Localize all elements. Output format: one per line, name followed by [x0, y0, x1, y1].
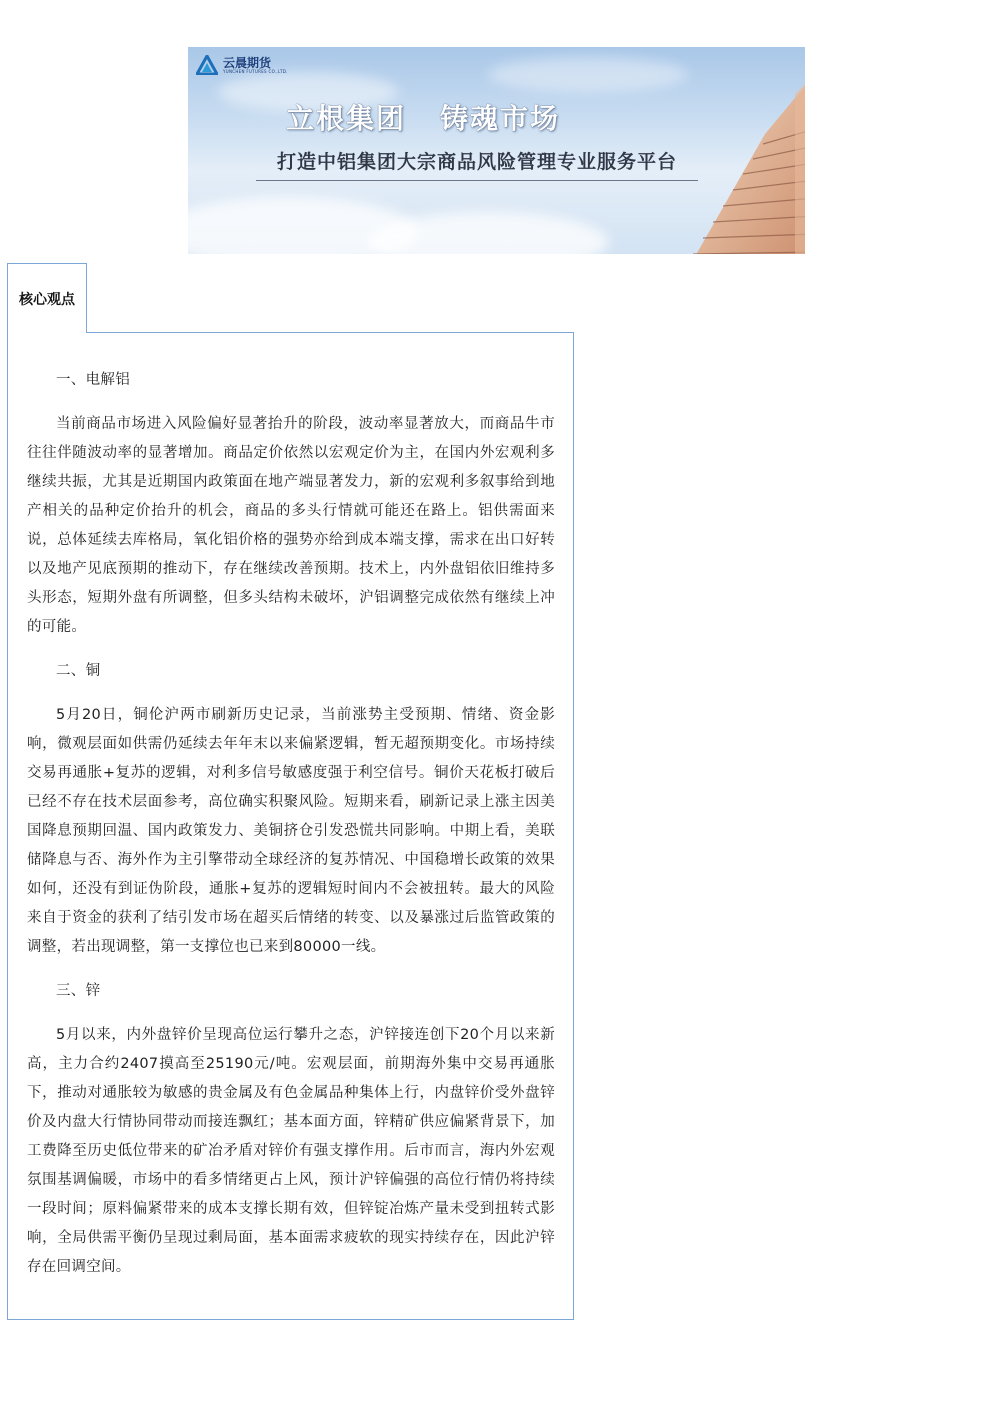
section-body-copper: 5月20日，铜伦沪两市刷新历史记录，当前涨势主受预期、情绪、资金影响，微观层面如供需仍延续去年年末以来偏紧逻辑，暂无超预期变化。市场持续交易再通胀+复苏的逻辑，对利多信号敏感度强于利空信号。铜价天花板打破后已经不存在技术层面参考，高位确实积聚风险。短期来看，刷新记录上涨主因美国降息预期回温、国内政策发力、美铜挤仓引发恐慌共同影响。中期上看，美联储降息与否、海外作为主引擎带动全球经济的复苏情况、中国稳增长政策的效果如何，还没有到证伪阶段，通胀+复苏的逻辑短时间内不会被扭转。最大的风险来自于资金的获利了结引发市场在超买后情绪的转变、以及暴涨过后监管政策的调整，若出现调整，第一支撑位也已来到80000一线。 — [27, 707, 555, 955]
slogan-right: 铸魂市场 — [440, 102, 561, 135]
section-heading-copper: 二、铜 — [56, 663, 101, 679]
article-body — [27, 366, 555, 1297]
section-heading-aluminum: 一、电解铝 — [56, 372, 130, 388]
banner-subline: 打造中铝集团大宗商品风险管理专业服务平台 — [256, 147, 698, 181]
section-body-aluminum: 当前商品市场进入风险偏好显著抬升的阶段，波动率显著放大，而商品牛市往往伴随波动率的显著增加。商品定价依然以宏观定价为主，在国内外宏观利多继续共振，尤其是近期国内政策面在地产端显著发力，新的宏观利多叙事给到地产相关的品种定价抬升的机会，商品的多头行情就可能还在路上。铝供需面来说，总体延续去库格局，氧化铝价格的强势亦给到成本端支撑，需求在出口好转以及地产见底预期的推动下，存在继续改善预期。技术上，内外盘铝依旧维持多头形态，短期外盘有所调整，但多头结构未破坏，沪铝调整完成依然有继续上冲的可能。 — [27, 416, 555, 635]
logo-mark-icon — [196, 55, 218, 75]
header-banner — [188, 47, 805, 254]
section-heading-zinc: 三、锌 — [56, 983, 101, 999]
section-body-zinc: 5月以来，内外盘锌价呈现高位运行攀升之态，沪锌接连创下20个月以来新高，主力合约2407摸高至25190元/吨。宏观层面，前期海外集中交易再通胀下，推动对通胀较为敏感的贵金属及有色金属品种集体上行，内盘锌价受外盘锌价及内盘大行情协同带动而接连飘红；基本面方面，锌精矿供应偏紧背景下，加工费降至历史低位带来的矿冶矛盾对锌价有强支撑作用。后市而言，海内外宏观氛围基调偏暖，市场中的看多情绪更占上风，预计沪锌偏强的高位行情仍将持续一段时间；原料偏紧带来的成本支撑长期有效，但锌锭冶炼产量未受到扭转式影响，全局供需平衡仍呈现过剩局面，基本面需求疲软的现实持续存在，因此沪锌存在回调空间。 — [27, 1027, 555, 1275]
tab-border-cover — [8, 332, 86, 334]
banner-slogan — [188, 97, 658, 137]
logo-name: 云晨期货 — [223, 55, 272, 70]
company-logo — [196, 55, 288, 75]
section-tab-core-views: 核心观点 — [7, 263, 87, 333]
slogan-left: 立根集团 — [285, 102, 406, 135]
logo-subtitle: YUNCHEN FUTURES CO.,LTD. — [223, 68, 288, 74]
